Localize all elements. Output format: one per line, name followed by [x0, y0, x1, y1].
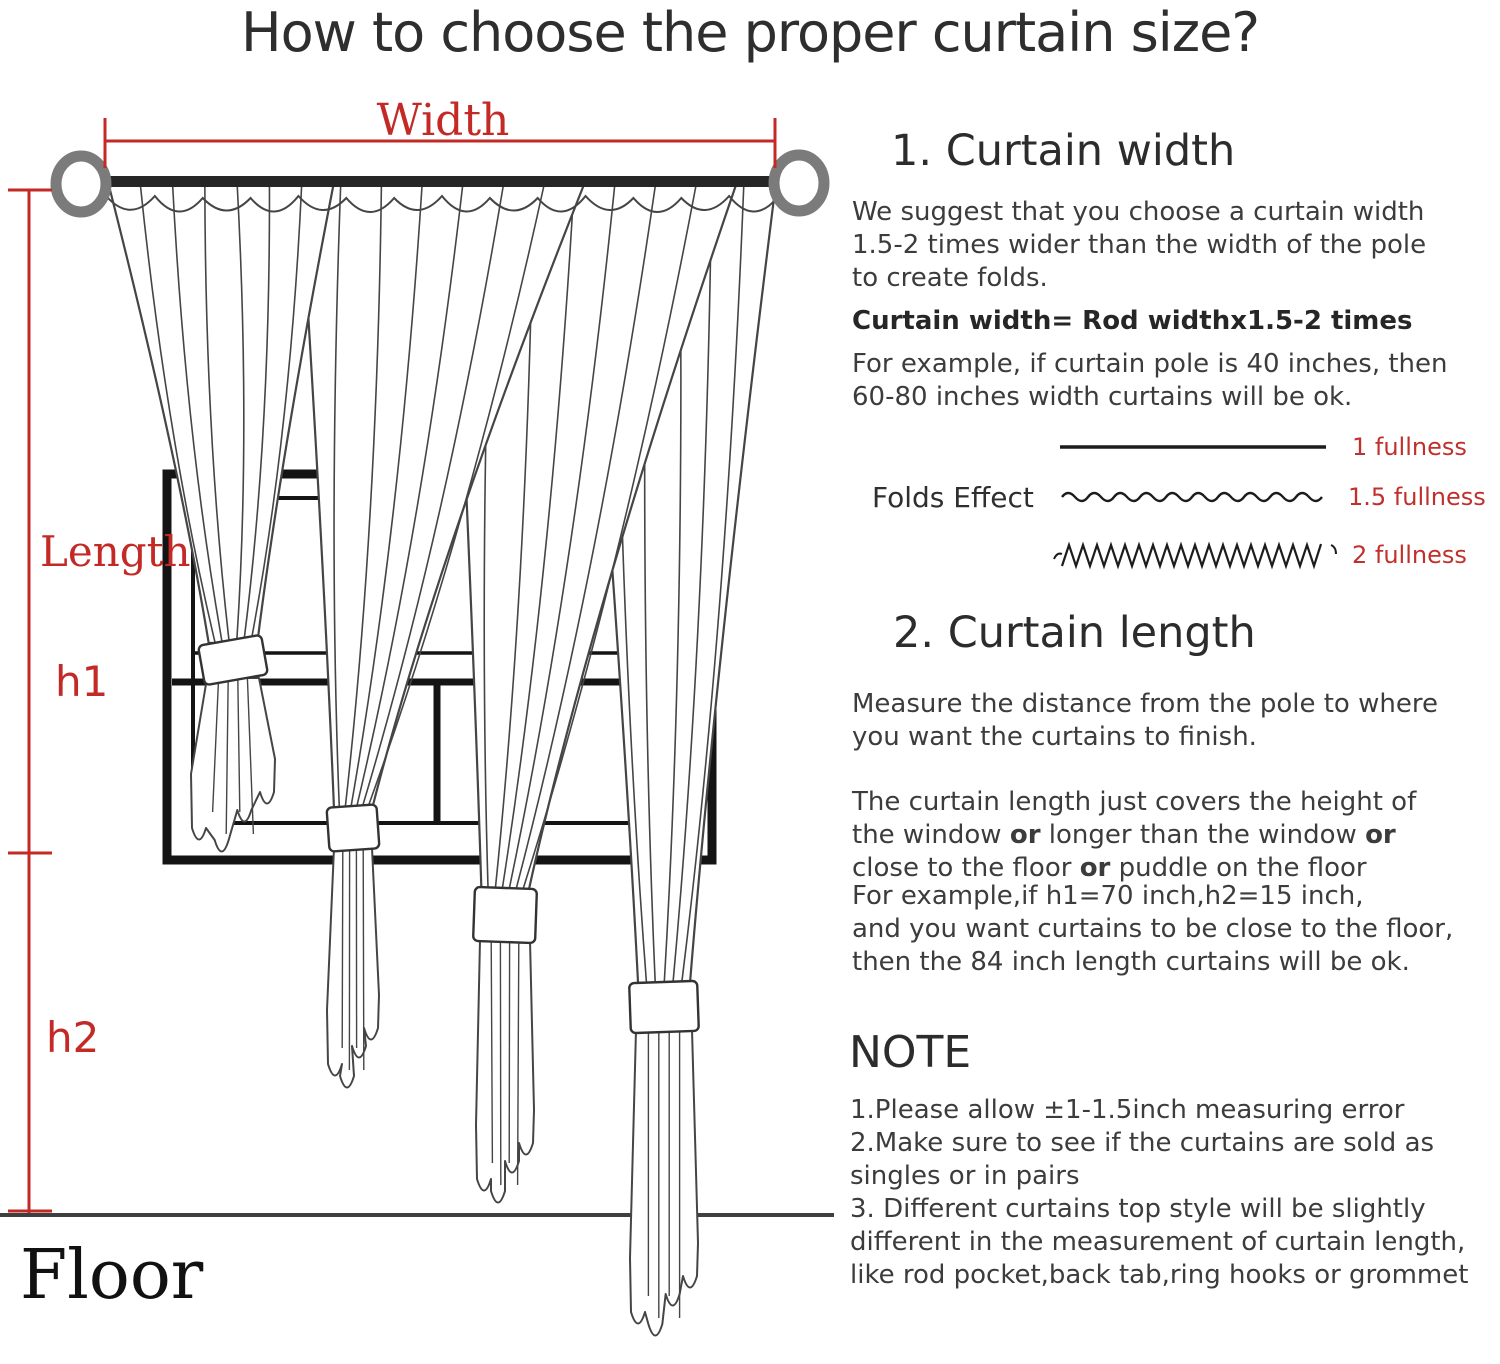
fullness-2-zigzag-icon — [1050, 537, 1342, 575]
tieback-band — [629, 981, 699, 1033]
width-example-text: For example, if curtain pole is 40 inches, then 60-80 inches width curtains will be ok. — [852, 349, 1448, 412]
section-1-heading: 1. Curtain width — [891, 126, 1236, 176]
tieback-band — [327, 804, 380, 851]
tail-fold-line — [342, 848, 343, 1048]
tail-body — [630, 1030, 698, 1336]
fullness-1-5-label: 1.5 fullness — [1348, 483, 1486, 511]
length-label: Length — [40, 527, 191, 576]
length-measure-text: Measure the distance from the pole to where you want the curtains to finish. — [852, 689, 1438, 752]
length-cover-text: The curtain length just covers the height of the window or longer than the window or close to the floor or puddle on the floor — [852, 787, 1417, 883]
width-formula-text: Curtain width= Rod widthx1.5-2 times — [852, 306, 1413, 336]
fullness-1-label: 1 fullness — [1352, 433, 1467, 461]
curtain-rod — [93, 176, 777, 187]
page-title: How to choose the proper curtain size? — [241, 1, 1259, 64]
h1-label: h1 — [55, 657, 109, 706]
fullness-1-5-wave-icon — [1060, 488, 1326, 506]
fullness-2-label: 2 fullness — [1352, 541, 1467, 569]
curtain-bunch-1 — [108, 182, 334, 852]
curtain-ring-left-icon — [56, 156, 106, 212]
tieback-band — [473, 887, 537, 943]
h2-label: h2 — [46, 1013, 100, 1062]
tail-body — [191, 678, 275, 852]
floor-label: Floor — [20, 1236, 204, 1315]
width-intro-text: We suggest that you choose a curtain width 1.5-2 times wider than the width of the pole to create folds. — [852, 197, 1427, 293]
folds-effect-label: Folds Effect — [872, 481, 1034, 514]
length-example-text: For example,if h1=70 inch,h2=15 inch, and you want curtains to be close to the floor, then the 84 inch length curtains will be ok. — [852, 881, 1454, 977]
width-label: Width — [376, 95, 510, 146]
note-text: 1.Please allow ±1-1.5inch measuring error 2.Make sure to see if the curtains are sold as singles or in pairs 3. Different curtains top style will be slightly different in the measurement of curtain length, like rod pocket,back tab,ring hooks or grommet — [850, 1095, 1469, 1290]
fullness-1-line-icon — [1058, 441, 1328, 453]
section-2-heading: 2. Curtain length — [893, 608, 1256, 658]
note-heading: NOTE — [849, 1027, 972, 1078]
tail-body — [327, 848, 379, 1088]
curtain-ring-right-icon — [774, 155, 824, 211]
tail-body — [476, 940, 534, 1203]
tail-fold-line — [363, 848, 364, 1070]
curtains-illustration — [107, 182, 777, 1336]
